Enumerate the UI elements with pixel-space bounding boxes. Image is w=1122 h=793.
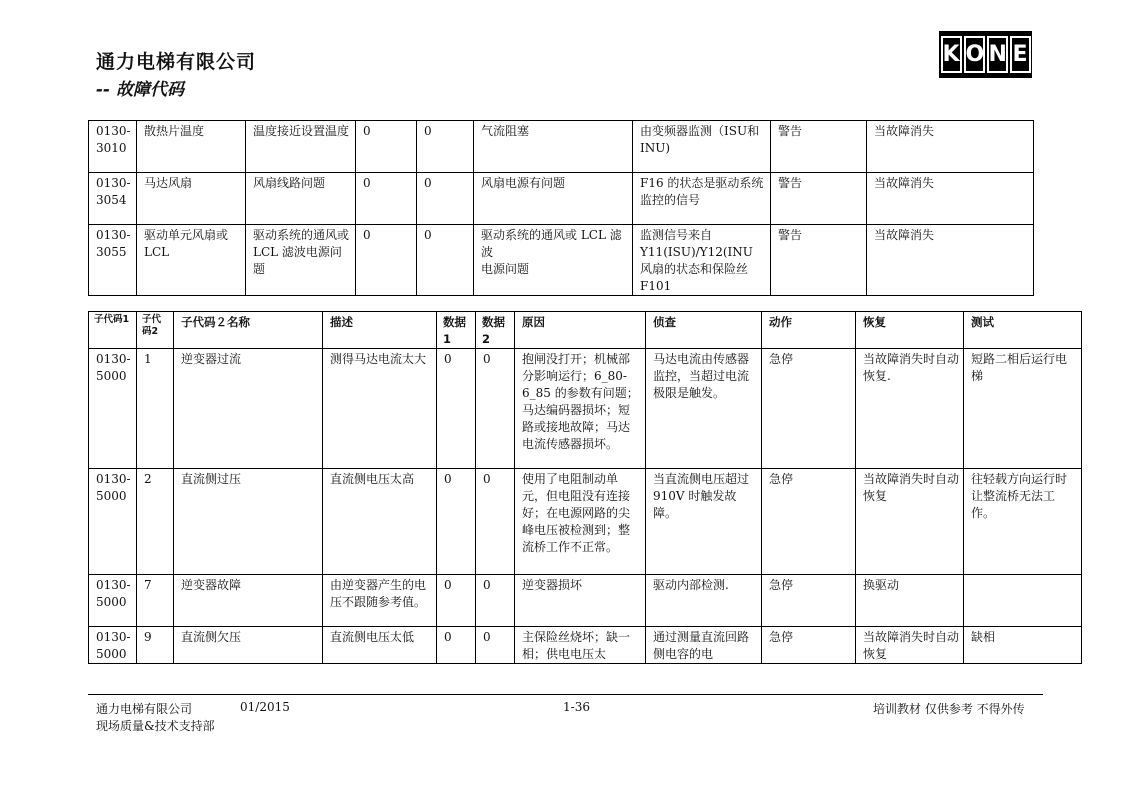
table-cell: 当直流侧电压超过 910V 时触发故障。: [646, 469, 762, 575]
table-cell: 直流侧电压太高: [323, 469, 437, 575]
table-cell: 急停: [762, 349, 856, 469]
table-cell: 0: [476, 469, 515, 575]
table-cell: 监测信号来自Y11(ISU)/Y12(INU 风扇的状态和保险丝 F101: [633, 225, 771, 296]
table-cell: 1: [137, 349, 174, 469]
company-name: 通力电梯有限公司: [96, 51, 257, 73]
table-cell: 0: [437, 627, 476, 664]
table-cell: F16 的状态是驱动系统监控的信号: [633, 173, 771, 225]
table-cell: 直流侧电压太低: [323, 627, 437, 664]
footer-page-number: 1-36: [563, 700, 590, 714]
table-cell: 逆变器过流: [174, 349, 323, 469]
table-cell: 0: [476, 575, 515, 627]
table-cell: 0: [356, 173, 417, 225]
table-row: [89, 225, 1034, 296]
table-cell: 0: [437, 469, 476, 575]
kone-logo: [939, 31, 1032, 78]
table-cell: 散热片温度: [137, 121, 246, 173]
column-header: 子代码2: [137, 312, 174, 349]
table-cell: 警告: [771, 225, 867, 296]
column-header: 恢复: [856, 312, 964, 349]
table-cell: 由逆变器产生的电压不跟随参考值。: [323, 575, 437, 627]
table-cell: 7: [137, 575, 174, 627]
table-cell: 2: [137, 469, 174, 575]
logo-letter: N: [987, 36, 1008, 73]
table-cell: 当故障消失: [867, 121, 1034, 173]
table-cell: 直流侧欠压: [174, 627, 323, 664]
table-cell: 短路二相后运行电梯: [964, 349, 1082, 469]
table-cell: 0130-3010: [89, 121, 137, 173]
table-cell: 马达风扇: [137, 173, 246, 225]
table-cell: 0: [476, 627, 515, 664]
table-cell: 9: [137, 627, 174, 664]
table-cell: 0130-5000: [89, 469, 137, 575]
table-cell: 风扇电源有问题: [474, 173, 633, 225]
column-header: 侦查: [646, 312, 762, 349]
table-cell: 0130-5000: [89, 575, 137, 627]
table-cell: 0130-3055: [89, 225, 137, 296]
table-row: [89, 349, 1082, 469]
column-header: 数据2: [476, 312, 515, 349]
table-cell: 逆变器故障: [174, 575, 323, 627]
table-cell: 0: [417, 173, 474, 225]
fault-code-table-main: [88, 311, 1082, 664]
table-cell: 驱动内部检测.: [646, 575, 762, 627]
table-row: [89, 121, 1034, 173]
table-cell: [964, 575, 1082, 627]
table-cell: 当故障消失: [867, 225, 1034, 296]
table-cell: 0: [417, 121, 474, 173]
table-cell: 0: [356, 225, 417, 296]
table-cell: 当故障消失时自动恢复.: [856, 349, 964, 469]
footer-department: 现场质量&技术支持部: [96, 719, 215, 733]
table-cell: 0: [437, 575, 476, 627]
table-cell: 0130-5000: [89, 627, 137, 664]
table-cell: 主保险丝烧坏；缺一相；供电电压太: [515, 627, 646, 664]
column-header: 动作: [762, 312, 856, 349]
table-cell: 警告: [771, 173, 867, 225]
footer-company: 通力电梯有限公司: [96, 702, 193, 716]
logo-letter: O: [964, 36, 985, 73]
table-row: [89, 627, 1082, 664]
logo-letter: K: [941, 36, 962, 73]
table-cell: 急停: [762, 575, 856, 627]
table-cell: 当故障消失: [867, 173, 1034, 225]
document-subtitle: -- 故障代码: [96, 80, 185, 100]
column-header: 原因: [515, 312, 646, 349]
column-header: 子代码２名称: [174, 312, 323, 349]
table-cell: 急停: [762, 469, 856, 575]
footer-divider: [88, 694, 1043, 695]
table-cell: 当故障消失时自动恢复: [856, 627, 964, 664]
table-row: [89, 469, 1082, 575]
table-cell: 警告: [771, 121, 867, 173]
table-row: [89, 173, 1034, 225]
table-header-row: [89, 312, 1082, 349]
table-cell: 急停: [762, 627, 856, 664]
footer-notice: 培训教材 仅供参考 不得外传: [873, 702, 1025, 716]
column-header: 数据1: [437, 312, 476, 349]
table-cell: 直流侧过压: [174, 469, 323, 575]
table-cell: 0: [417, 225, 474, 296]
logo-letter: E: [1010, 36, 1031, 73]
table-cell: 测得马达电流太大: [323, 349, 437, 469]
table-cell: 温度接近设置温度: [246, 121, 356, 173]
table-cell: 驱动系统的通风或 LCL 滤波电源问题: [246, 225, 356, 296]
column-header: 描述: [323, 312, 437, 349]
table-cell: 使用了电阻制动单元，但电阻没有连接好；在电源网路的尖峰电压被检测到；整流桥工作不正常。: [515, 469, 646, 575]
table-cell: 由变频器监测（ISU和 INU): [633, 121, 771, 173]
table-cell: 往轻载方向运行时让整流桥无法工作。: [964, 469, 1082, 575]
column-header: 测试: [964, 312, 1082, 349]
table-cell: 风扇线路问题: [246, 173, 356, 225]
table-cell: 0: [437, 349, 476, 469]
table-cell: 换驱动: [856, 575, 964, 627]
table-cell: 驱动系统的通风或 LCL 滤波 电源问题: [474, 225, 633, 296]
table-cell: 当故障消失时自动恢复: [856, 469, 964, 575]
table-cell: 0: [356, 121, 417, 173]
table-cell: 0: [476, 349, 515, 469]
table-cell: 缺相: [964, 627, 1082, 664]
table-cell: 0130-3054: [89, 173, 137, 225]
table-cell: 逆变器损坏: [515, 575, 646, 627]
table-cell: 通过测量直流回路侧电容的电: [646, 627, 762, 664]
column-header: 子代码1: [89, 312, 137, 349]
table-cell: 0130-5000: [89, 349, 137, 469]
footer-date: 01/2015: [240, 700, 290, 714]
fault-code-table-top: [88, 120, 1034, 296]
table-cell: 驱动单元风扇或 LCL: [137, 225, 246, 296]
table-cell: 抱闸没打开；机械部分影响运行；6_80-6_85 的参数有问题；马达编码器损坏；短路或接地故障；马达电流传感器损坏。: [515, 349, 646, 469]
table-cell: 马达电流由传感器监控，当超过电流极限是触发。: [646, 349, 762, 469]
table-cell: 气流阻塞: [474, 121, 633, 173]
table-row: [89, 575, 1082, 627]
